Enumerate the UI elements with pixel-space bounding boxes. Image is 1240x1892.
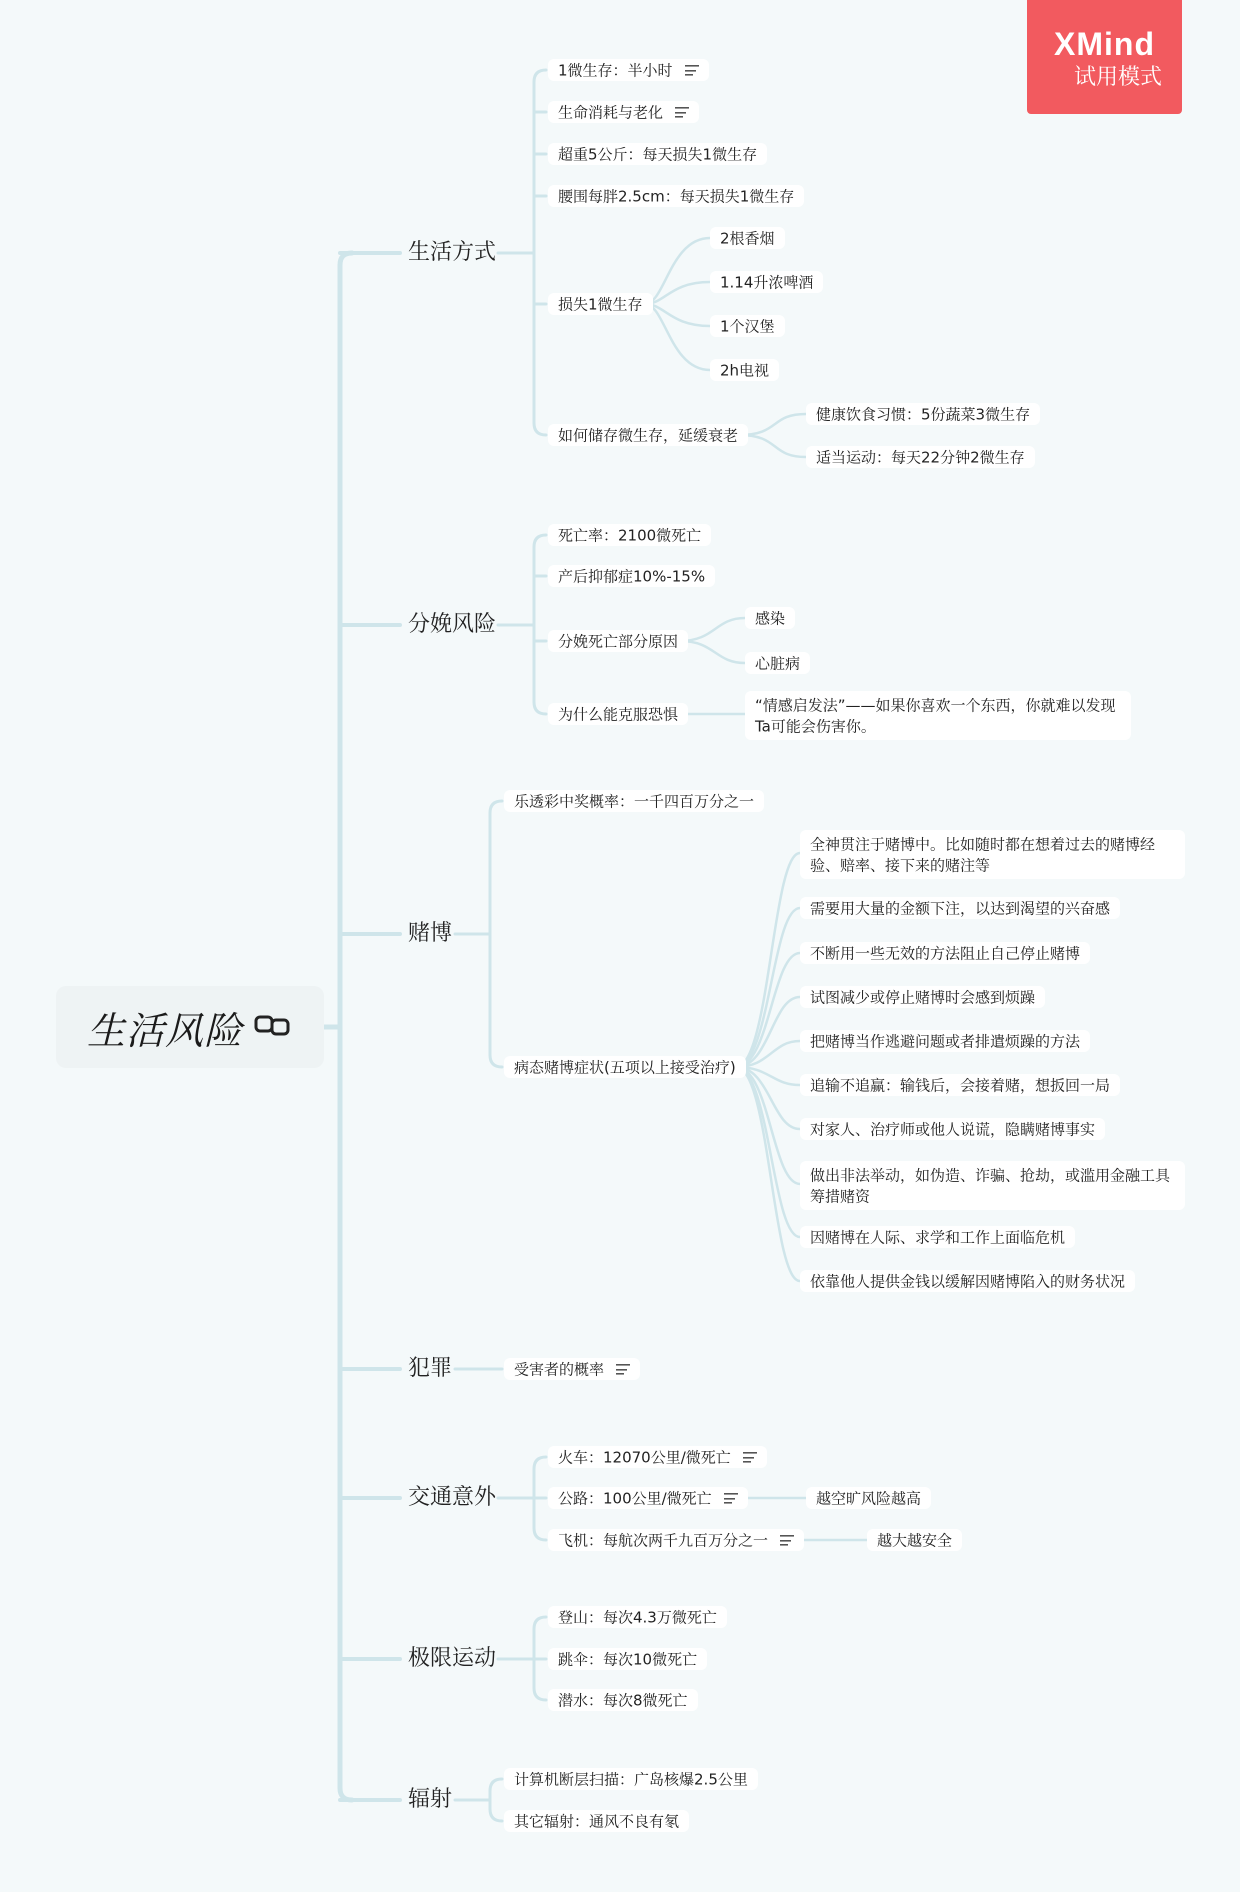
- topic-text: 腰围每胖2.5cm：每天损失1微生存: [558, 187, 795, 206]
- topic-text: 公路：100公里/微死亡: [558, 1489, 712, 1508]
- topic-node[interactable]: [548, 1487, 748, 1509]
- topic-text: 需要用大量的金额下注，以达到渴望的兴奋感: [810, 899, 1111, 918]
- topic-text: 对家人、治疗师或他人说谎，隐瞒赌博事实: [810, 1120, 1096, 1139]
- topic-node[interactable]: [745, 607, 795, 629]
- topic-node[interactable]: [800, 1030, 1090, 1052]
- topic-text: 心脏病: [755, 654, 801, 673]
- topic-node[interactable]: [548, 1446, 767, 1468]
- topic-node[interactable]: [800, 1226, 1075, 1248]
- topic-node[interactable]: [548, 293, 653, 315]
- branch-extreme-sports[interactable]: 极限运动: [408, 1646, 497, 1671]
- topic-text: 损失1微生存: [558, 295, 643, 314]
- topic-node[interactable]: [806, 1487, 931, 1509]
- xmind-trial-badge: [1027, 0, 1182, 114]
- topic-text: 做出非法举动，如伪造、诈骗、抢劫，或滥用金融工具筹措赌资: [810, 1166, 1171, 1205]
- topic-text: 依靠他人提供金钱以缓解因赌博陷入的财务状况: [810, 1272, 1126, 1291]
- topic-text: 如何储存微生存，延缓衰老: [558, 426, 739, 445]
- note-icon[interactable]: [685, 65, 699, 76]
- note-icon[interactable]: [780, 1535, 794, 1546]
- topic-node[interactable]: [745, 691, 1131, 740]
- topic-text: 健康饮食习惯：5份蔬菜3微生存: [816, 405, 1031, 424]
- note-icon[interactable]: [724, 1493, 738, 1504]
- topic-node[interactable]: [548, 424, 748, 446]
- topic-node[interactable]: [548, 1606, 727, 1628]
- topic-node[interactable]: [504, 1768, 758, 1790]
- topic-node[interactable]: [800, 830, 1185, 879]
- topic-node[interactable]: [800, 897, 1120, 919]
- topic-text: 为什么能克服恐惧: [558, 705, 679, 724]
- branch-gambling[interactable]: 赌博: [408, 921, 453, 946]
- topic-text: 越大越安全: [877, 1531, 953, 1550]
- topic-text: 潜水：每次8微死亡: [558, 1691, 688, 1710]
- topic-node[interactable]: [800, 1270, 1135, 1292]
- topic-node[interactable]: [800, 986, 1045, 1008]
- topic-node[interactable]: [548, 524, 711, 546]
- branch-childbirth[interactable]: 分娩风险: [408, 612, 497, 637]
- topic-node[interactable]: [504, 1358, 640, 1380]
- topic-text: 试图减少或停止赌博时会感到烦躁: [810, 988, 1036, 1007]
- topic-node[interactable]: [548, 59, 709, 81]
- topic-text: 飞机：每航次两千九百万分之一: [558, 1531, 769, 1550]
- topic-text: 1.14升浓啤酒: [720, 273, 814, 292]
- topic-text: 生命消耗与老化: [558, 103, 664, 122]
- topic-text: 1个汉堡: [720, 317, 775, 336]
- topic-node[interactable]: [504, 790, 764, 812]
- topic-node[interactable]: [710, 227, 785, 249]
- topic-node[interactable]: [548, 703, 688, 725]
- topic-node[interactable]: [548, 185, 804, 207]
- topic-text: 不断用一些无效的方法阻止自己停止赌博: [810, 944, 1081, 963]
- topic-text: 因赌博在人际、求学和工作上面临危机: [810, 1228, 1066, 1247]
- topic-node[interactable]: [745, 652, 810, 674]
- topic-text: 越空旷风险越高: [816, 1489, 922, 1508]
- topic-text: 跳伞：每次10微死亡: [558, 1650, 698, 1669]
- topic-text: 追输不追赢：输钱后，会接着赌，想扳回一局: [810, 1076, 1111, 1095]
- topic-node[interactable]: [548, 1648, 707, 1670]
- topic-node[interactable]: [800, 942, 1090, 964]
- topic-text: 火车：12070公里/微死亡: [558, 1448, 731, 1467]
- branch-traffic[interactable]: 交通意外: [408, 1485, 497, 1510]
- topic-node[interactable]: [800, 1161, 1185, 1210]
- branch-lifestyle[interactable]: 生活方式: [408, 240, 497, 265]
- topic-text: 超重5公斤：每天损失1微生存: [558, 145, 758, 164]
- topic-text: 死亡率：2100微死亡: [558, 526, 702, 545]
- topic-node[interactable]: [867, 1529, 962, 1551]
- note-icon[interactable]: [675, 107, 689, 118]
- topic-node[interactable]: [548, 1529, 804, 1551]
- branch-crime[interactable]: 犯罪: [408, 1356, 453, 1381]
- topic-text: 适当运动：每天22分钟2微生存: [816, 448, 1025, 467]
- topic-text: 受害者的概率: [514, 1360, 605, 1379]
- topic-text: 感染: [755, 609, 786, 628]
- topic-node[interactable]: [504, 1056, 746, 1078]
- topic-text: 1微生存：半小时: [558, 61, 673, 80]
- topic-node[interactable]: [548, 143, 767, 165]
- branch-radiation[interactable]: 辐射: [408, 1787, 453, 1812]
- trial-mode-label: 试用模式: [1073, 65, 1162, 90]
- topic-node[interactable]: [806, 446, 1035, 468]
- topic-node[interactable]: [800, 1118, 1105, 1140]
- topic-text: 产后抑郁症10%-15%: [558, 567, 706, 586]
- topic-node[interactable]: [548, 101, 699, 123]
- topic-node[interactable]: [548, 1689, 698, 1711]
- topic-text: “情感启发法”——如果你喜欢一个东西，你就难以发现Ta可能会伤害你。: [755, 696, 1116, 735]
- link-icon[interactable]: [253, 1011, 293, 1043]
- topic-text: 计算机断层扫描：广岛核爆2.5公里: [514, 1770, 748, 1789]
- topic-node[interactable]: [806, 403, 1040, 425]
- topic-text: 分娩死亡部分原因: [558, 632, 679, 651]
- root-topic[interactable]: [56, 986, 324, 1068]
- topic-node[interactable]: [800, 1074, 1120, 1096]
- topic-node[interactable]: [710, 359, 779, 381]
- topic-text: 乐透彩中奖概率：一千四百万分之一: [514, 792, 755, 811]
- root-title: 生活风险: [86, 1008, 243, 1053]
- topic-text: 其它辐射：通风不良有氡: [514, 1812, 680, 1831]
- topic-text: 2根香烟: [720, 229, 775, 248]
- topic-node[interactable]: [710, 271, 823, 293]
- topic-node[interactable]: [710, 315, 785, 337]
- topic-text: 把赌博当作逃避问题或者排遣烦躁的方法: [810, 1032, 1081, 1051]
- topic-text: 全神贯注于赌博中。比如随时都在想着过去的赌博经验、赔率、接下来的赌注等: [810, 835, 1156, 874]
- topic-text: 登山：每次4.3万微死亡: [558, 1608, 717, 1627]
- topic-text: 2h电视: [720, 361, 770, 380]
- topic-node[interactable]: [548, 630, 688, 652]
- topic-node[interactable]: [504, 1810, 689, 1832]
- topic-node[interactable]: [548, 565, 715, 587]
- note-icon[interactable]: [616, 1364, 630, 1375]
- note-icon[interactable]: [743, 1452, 757, 1463]
- xmind-brand: XMind: [1054, 26, 1155, 62]
- topic-text: 病态赌博症状(五项以上接受治疗): [514, 1058, 736, 1077]
